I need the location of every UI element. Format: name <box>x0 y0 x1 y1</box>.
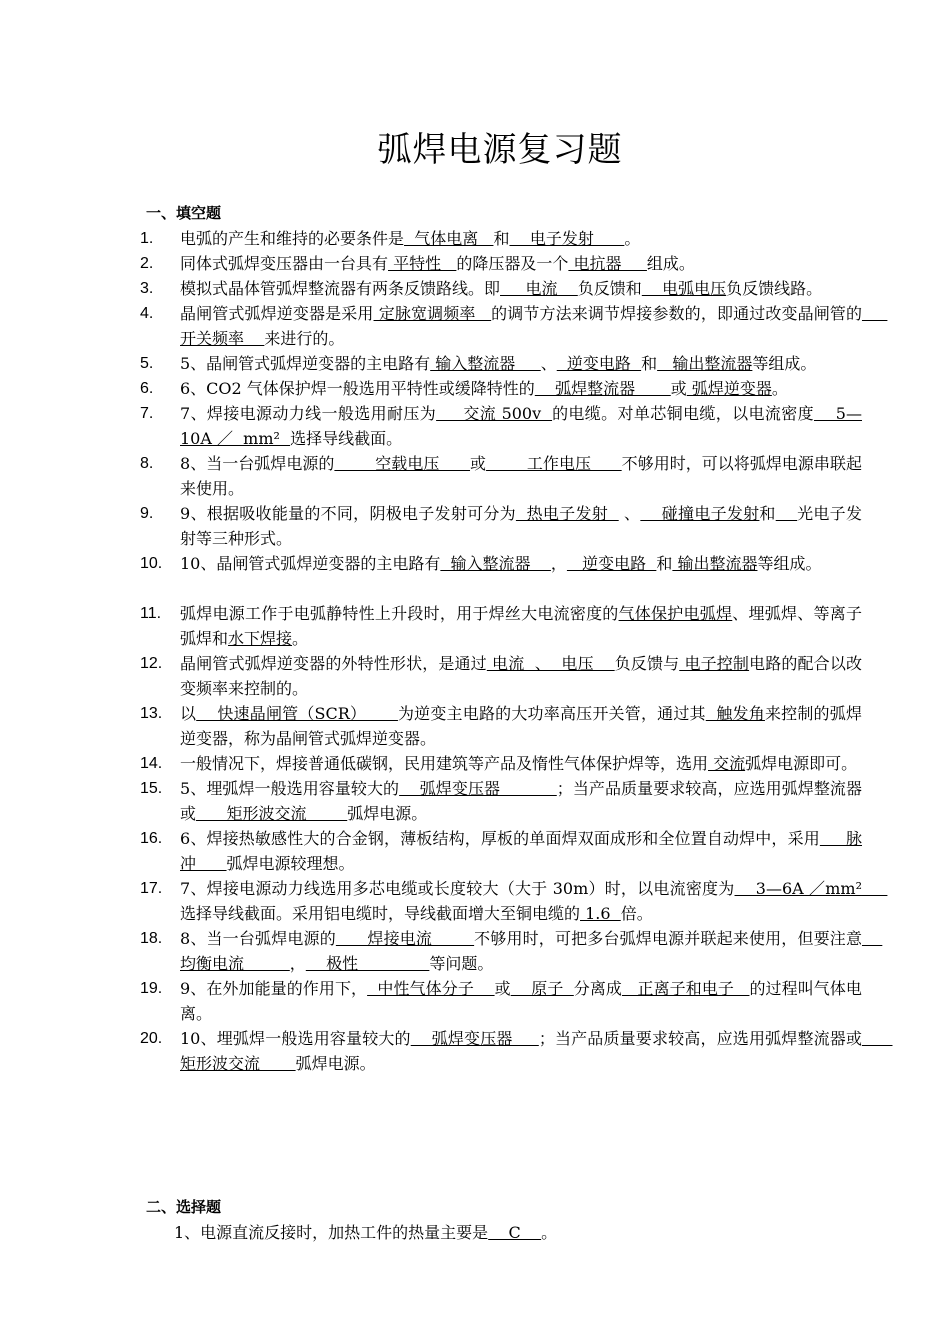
question-item <box>140 751 862 776</box>
question-number: 15. <box>140 780 163 797</box>
question-item <box>140 551 862 576</box>
question-text: 等问题。 <box>429 954 494 973</box>
question-item <box>140 651 862 701</box>
answer-blank: 定脉宽调频率 <box>373 304 492 323</box>
question-text: 模拟式晶体管弧焊整流器有两条反馈路线。即 <box>180 279 501 298</box>
question-text: 或 <box>670 379 687 398</box>
answer-blank: 弧焊逆变器 <box>686 379 772 398</box>
question-text: 电路的配合以改变频率来控制的。 <box>180 654 862 698</box>
answer-blank: 矩形波交流 <box>180 1029 893 1073</box>
question-text: 或 <box>470 454 487 473</box>
question-list <box>140 226 893 1076</box>
question-number: 7. <box>140 405 154 422</box>
question-text: 或 <box>494 979 511 998</box>
question-text: 。 <box>771 379 788 398</box>
question-number: 5. <box>140 355 154 372</box>
question-text: ， <box>289 954 306 973</box>
question-item <box>140 501 862 551</box>
question-text: 分离成 <box>573 979 623 998</box>
answer-blank: 平特性 <box>388 254 457 273</box>
question-text: 弧焊电源。 <box>347 804 428 823</box>
choice-question-end: 。 <box>541 1223 558 1242</box>
question-number: 4. <box>140 305 154 322</box>
question-text: 和 <box>656 554 673 573</box>
question-text: 8、当一台弧焊电源的 <box>180 929 336 948</box>
answer-blank: 正离子和电子 <box>622 979 750 998</box>
question-text: 同体式弧焊变压器由一台具有 <box>180 254 389 273</box>
answer-blank: 5—10A ／ mm² <box>180 404 862 448</box>
question-text: 以 <box>180 704 197 723</box>
section-heading-choice: 二、选择题 <box>146 1198 222 1216</box>
question-item <box>140 601 862 651</box>
question-text: 选择导线截面。采用铝电缆时，导线截面增大至铜电缆的 <box>180 904 581 923</box>
question-text: 6、焊接热敏感性大的合金钢，薄板结构，厚板的单面焊双面成形和全位置自动焊中，采用 <box>180 829 820 848</box>
question-text: 倍。 <box>620 904 653 923</box>
question-item <box>140 351 862 376</box>
question-text: 、 <box>618 504 641 523</box>
answer-blank: 弧焊整流器 <box>534 379 671 398</box>
question-text: 组成。 <box>646 254 695 273</box>
answer-blank: 工作电压 <box>486 454 622 473</box>
choice-question-1 <box>174 1220 557 1245</box>
question-item <box>140 826 862 876</box>
question-text: 的电缆。对单芯铜电缆，以电流密度 <box>552 404 814 423</box>
answer-blank: 弧焊变压器 <box>399 779 557 798</box>
question-text: 5、埋弧焊一般选用容量较大的 <box>180 779 400 798</box>
answer-blank: 交流 500v <box>436 404 553 423</box>
question-text: 不够用时，可以将弧焊电源串联起来使用。 <box>180 454 862 498</box>
answer-blank: 气体保护电弧焊 <box>618 604 733 623</box>
answer-blank: 水下焊接 <box>228 629 293 648</box>
question-text: 来进行的。 <box>264 329 345 348</box>
question-item <box>140 976 862 1026</box>
question-number: 11. <box>140 605 162 622</box>
question-text: 一般情况下，焊接普通低碳钢，民用建筑等产品及惰性气体保护焊等，选用 <box>180 754 709 773</box>
question-item <box>140 376 862 401</box>
answer-blank: 脉冲 <box>180 829 862 873</box>
question-number: 16. <box>140 830 163 847</box>
question-number: 12. <box>140 655 163 672</box>
question-text: 选择导线截面。 <box>290 429 403 448</box>
answer-blank: 开关频率 <box>180 304 888 348</box>
answer-blank: 电弧电压 <box>641 279 727 298</box>
question-item <box>140 451 862 501</box>
question-text: 7、焊接电源动力线选用多芯电缆或长度较大（大于 30m）时，以电流密度为 <box>180 879 735 898</box>
question-number: 19. <box>140 980 163 997</box>
question-text: 和 <box>493 229 510 248</box>
question-text: 、 <box>540 354 557 373</box>
question-item <box>140 776 862 826</box>
question-text: 弧焊电源即可。 <box>745 754 858 773</box>
answer-blank: 弧焊变压器 <box>410 1029 539 1048</box>
question-item <box>140 401 862 451</box>
question-item <box>140 701 862 751</box>
question-text: 等组成。 <box>752 354 817 373</box>
question-text: 和 <box>759 504 776 523</box>
answer-blank: 交流 <box>708 754 746 773</box>
answer-blank: 矩形波交流 <box>196 804 348 823</box>
choice-question-text: 1、电源直流反接时，加热工件的热量主要是 <box>174 1223 489 1242</box>
question-item <box>140 876 888 926</box>
answer-blank: 输入整流器 <box>430 354 541 373</box>
question-text: 10、晶闸管式弧焊逆变器的主电路有 <box>180 554 441 573</box>
question-number: 1. <box>140 230 154 247</box>
question-text: 弧焊电源较理想。 <box>226 854 355 873</box>
question-text: 的调节方法来调节焊接参数的，即通过改变晶闸管的 <box>491 304 862 323</box>
question-text: 负反馈与 <box>614 654 680 673</box>
question-item <box>140 301 888 351</box>
question-text: 7、焊接电源动力线一般选用耐压为 <box>180 404 437 423</box>
question-number: 14. <box>140 755 163 772</box>
question-number: 6. <box>140 380 154 397</box>
answer-blank: 3—6A ／mm² <box>734 879 888 898</box>
question-number: 9. <box>140 505 154 522</box>
question-text: 晶闸管式弧焊逆变器是采用 <box>180 304 374 323</box>
question-text: 晶闸管式弧焊逆变器的外特性形状，是通过 <box>180 654 487 673</box>
question-number: 17. <box>140 880 163 897</box>
question-text: 光电子发射等三种形式。 <box>180 504 862 548</box>
question-text: 来控制的弧焊逆变器，称为晶闸管式弧焊逆变器。 <box>180 704 862 748</box>
question-item <box>140 251 862 276</box>
answer-blank: 触发角 <box>705 704 765 723</box>
answer-blank: 电子控制 <box>679 654 750 673</box>
question-text: 电弧的产生和维持的必要条件是 <box>180 229 405 248</box>
question-item <box>140 926 883 976</box>
answer-blank: 气体电离 <box>404 229 494 248</box>
answer-blank: 电流 <box>500 279 578 298</box>
question-text: 的过程叫气体电离。 <box>180 979 862 1023</box>
answer-blank: 1.6 <box>580 904 621 923</box>
answer-blank <box>776 504 797 523</box>
answer-blank: 原子 <box>510 979 574 998</box>
question-text: 等组成。 <box>757 554 822 573</box>
question-item <box>140 276 862 301</box>
question-text: 弧焊电源工作于电弧静特性上升段时，用于焊丝大电流密度的 <box>180 604 619 623</box>
question-text: 和 <box>641 354 658 373</box>
page-title: 弧焊电源复习题 <box>377 130 623 170</box>
answer-blank: 电抗器 <box>568 254 647 273</box>
question-number: 18. <box>140 930 163 947</box>
question-text: 负反馈和 <box>577 279 642 298</box>
question-text: 9、在外加能量的作用下， <box>180 979 368 998</box>
question-number: 2. <box>140 255 154 272</box>
question-number: 10. <box>140 555 163 572</box>
question-text: 5、晶闸管式弧焊逆变器的主电路有 <box>180 354 431 373</box>
question-item <box>140 226 862 251</box>
question-text: 、埋弧焊、等离子弧焊和 <box>180 604 862 648</box>
question-text: 9、根据吸收能量的不同，阴极电子发射可分为 <box>180 504 516 523</box>
question-number: 8. <box>140 455 154 472</box>
question-text: 6、CO2 气体保护焊一般选用平特性或缓降特性的 <box>180 379 535 398</box>
question-number: 3. <box>140 280 154 297</box>
answer-blank: 输出整流器 <box>672 554 758 573</box>
question-text: 为逆变主电路的大功率高压开关管，通过其 <box>397 704 706 723</box>
question-text: ；当产品质量要求较高，应选用弧焊整流器或 <box>180 779 862 823</box>
answer-blank: 快速晶闸管（SCR） <box>196 704 398 723</box>
question-text: 8、当一台弧焊电源的 <box>180 454 335 473</box>
section-heading-fill-in: 一、填空题 <box>146 204 222 222</box>
question-item <box>140 1026 893 1076</box>
question-number: 20. <box>140 1030 163 1047</box>
answer-blank: 逆变电路 <box>556 354 642 373</box>
answer-blank: 热电子发射 <box>515 504 619 523</box>
question-text: ；当产品质量要求较高，应选用弧焊整流器或 <box>538 1029 862 1048</box>
answer-blank: 碰撞电子发射 <box>640 504 760 523</box>
question-text: 。 <box>624 229 641 248</box>
answer-blank: 焊接电流 <box>335 929 475 948</box>
answer-blank: 电流 、 电压 <box>486 654 615 673</box>
question-text: 不够用时，可把多台弧焊电源并联起来使用，但要注意 <box>474 929 862 948</box>
question-text: 的降压器及一个 <box>456 254 569 273</box>
question-text: 弧焊电源。 <box>295 1054 376 1073</box>
question-number: 13. <box>140 705 163 722</box>
answer-blank: C <box>488 1223 542 1242</box>
answer-blank: 输入整流器 <box>440 554 551 573</box>
answer-blank: 空载电压 <box>334 454 471 473</box>
answer-blank: 输出整流器 <box>657 354 753 373</box>
question-text: 。 <box>292 629 309 648</box>
question-text: ， <box>550 554 567 573</box>
answer-blank: 中性气体分子 <box>367 979 495 998</box>
answer-blank: 极性 <box>305 954 430 973</box>
question-text: 负反馈线路。 <box>726 279 823 298</box>
answer-blank: 电子发射 <box>509 229 625 248</box>
answer-blank: 逆变电路 <box>566 554 657 573</box>
answer-blank: 均衡电流 <box>180 929 883 973</box>
question-text: 10、埋弧焊一般选用容量较大的 <box>180 1029 411 1048</box>
